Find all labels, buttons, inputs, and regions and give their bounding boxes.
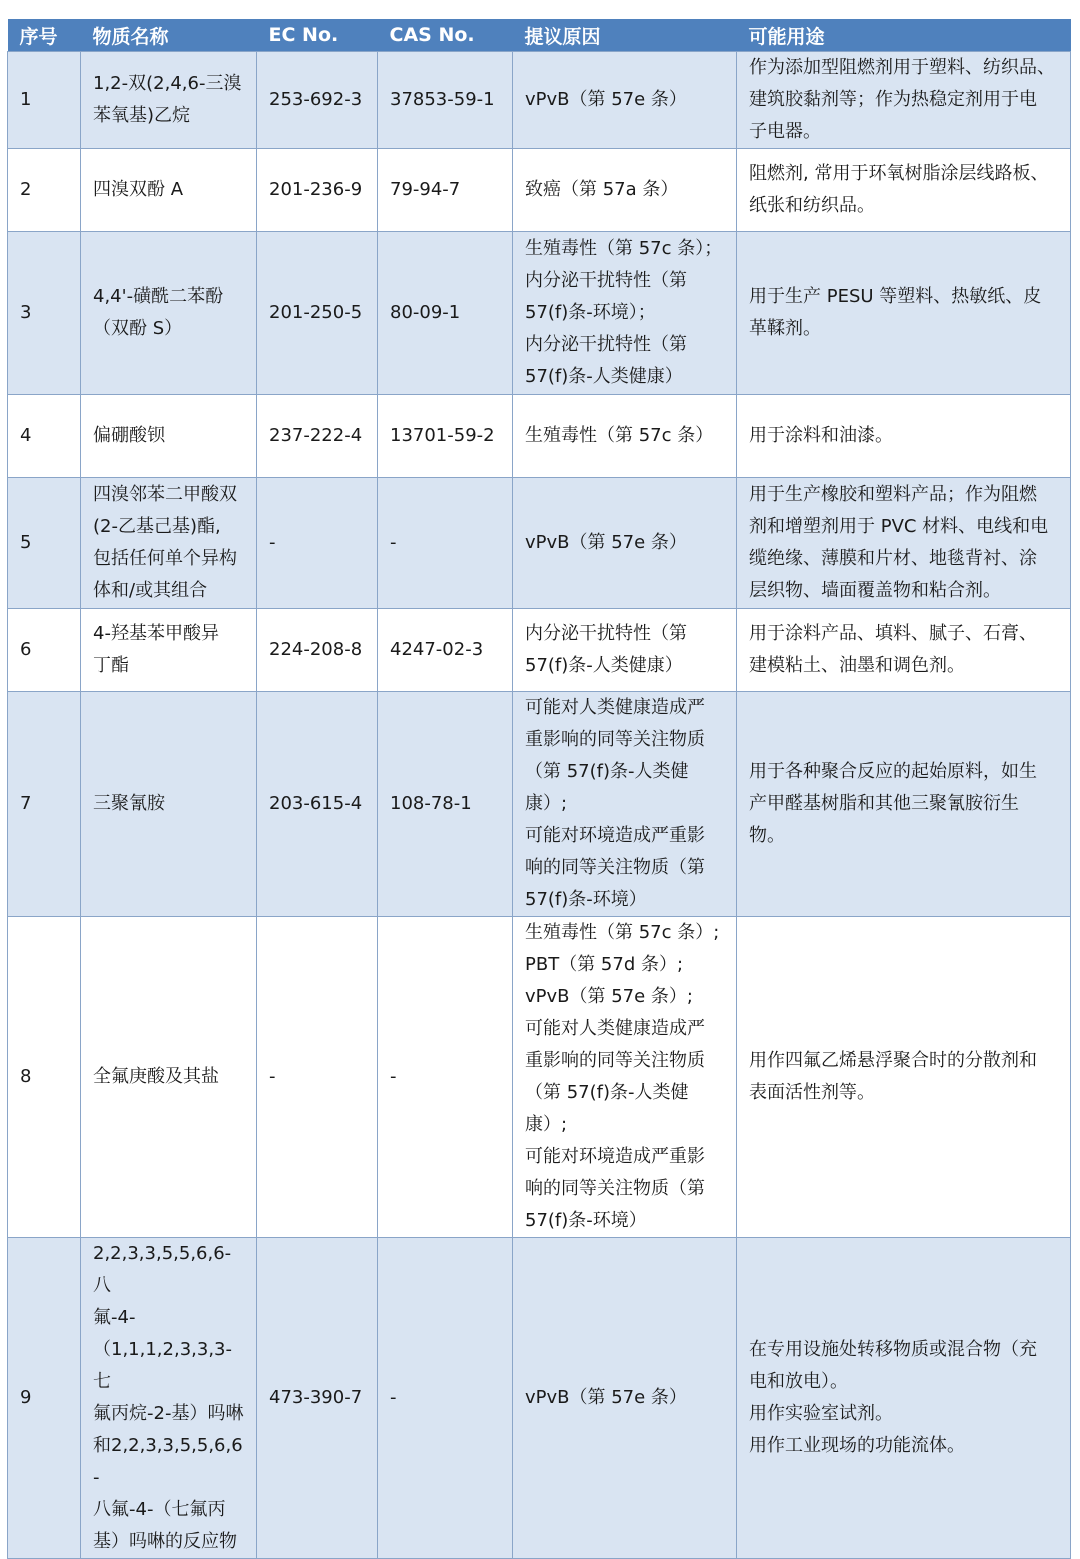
cell-name: 全氟庚酸及其盐	[81, 917, 257, 1238]
cell-name: 1,2-双(2,4,6-三溴 苯氧基)乙烷	[81, 52, 257, 149]
cell-cas: 37853-59-1	[378, 52, 513, 149]
cell-no: 6	[8, 609, 81, 692]
table-row	[8, 692, 1071, 917]
header-ec: EC No.	[257, 19, 378, 52]
cell-cas: 4247-02-3	[378, 609, 513, 692]
substance-table	[7, 19, 1071, 1559]
table-row	[8, 917, 1071, 1238]
cell-reason: 内分泌干扰特性（第 57(f)条-人类健康）	[513, 609, 737, 692]
cell-ec: 224-208-8	[257, 609, 378, 692]
cell-reason: 生殖毒性（第 57c 条）; PBT（第 57d 条）; vPvB（第 57e 条）; 可能对人类健康造成严 重影响的同等关注物质 （第 57(f)条-人类健康）; 可能对环境造成严重影 响的同等关注物质（第 57(f)条-环境）	[513, 917, 737, 1238]
cell-cas: 13701-59-2	[378, 395, 513, 478]
cell-reason: vPvB（第 57e 条）	[513, 478, 737, 609]
cell-ec: 253-692-3	[257, 52, 378, 149]
cell-ec: -	[257, 478, 378, 609]
cell-use: 用于涂料产品、填料、腻子、石膏、 建模粘土、油墨和调色剂。	[737, 609, 1071, 692]
table-header-row	[8, 19, 1071, 52]
header-cas: CAS No.	[378, 19, 513, 52]
cell-use: 用作四氟乙烯悬浮聚合时的分散剂和 表面活性剂等。	[737, 917, 1071, 1238]
cell-cas: 80-09-1	[378, 232, 513, 395]
cell-use: 用于生产橡胶和塑料产品；作为阻燃 剂和增塑剂用于 PVC 材料、电线和电 缆绝缘、薄膜和片材、地毯背衬、涂 层织物、墙面覆盖物和粘合剂。	[737, 478, 1071, 609]
cell-no: 5	[8, 478, 81, 609]
cell-use: 用于生产 PESU 等塑料、热敏纸、皮 革鞣剂。	[737, 232, 1071, 395]
cell-no: 9	[8, 1238, 81, 1559]
cell-ec: 473-390-7	[257, 1238, 378, 1559]
cell-ec: 203-615-4	[257, 692, 378, 917]
cell-name: 三聚氰胺	[81, 692, 257, 917]
header-reason: 提议原因	[513, 19, 737, 52]
cell-no: 2	[8, 149, 81, 232]
cell-use: 阻燃剂, 常用于环氧树脂涂层线路板、 纸张和纺织品。	[737, 149, 1071, 232]
cell-name: 4-羟基苯甲酸异 丁酯	[81, 609, 257, 692]
substance-table-container	[7, 19, 1070, 1559]
cell-name: 4,4'-磺酰二苯酚 （双酚 S）	[81, 232, 257, 395]
cell-cas: -	[378, 1238, 513, 1559]
cell-reason: 生殖毒性（第 57c 条）	[513, 395, 737, 478]
cell-ec: 237-222-4	[257, 395, 378, 478]
cell-no: 4	[8, 395, 81, 478]
cell-no: 8	[8, 917, 81, 1238]
cell-name: 偏硼酸钡	[81, 395, 257, 478]
cell-no: 7	[8, 692, 81, 917]
cell-use: 用于各种聚合反应的起始原料，如生 产甲醛基树脂和其他三聚氰胺衍生 物。	[737, 692, 1071, 917]
cell-ec: 201-250-5	[257, 232, 378, 395]
cell-reason: 致癌（第 57a 条）	[513, 149, 737, 232]
header-name: 物质名称	[81, 19, 257, 52]
table-row	[8, 149, 1071, 232]
table-row	[8, 478, 1071, 609]
header-no: 序号	[8, 19, 81, 52]
cell-cas: -	[378, 478, 513, 609]
cell-reason: 可能对人类健康造成严 重影响的同等关注物质 （第 57(f)条-人类健康）; 可能对环境造成严重影 响的同等关注物质（第 57(f)条-环境）	[513, 692, 737, 917]
cell-reason: 生殖毒性（第 57c 条）； 内分泌干扰特性（第 57(f)条-环境）； 内分泌干扰特性（第 57(f)条-人类健康）	[513, 232, 737, 395]
table-row	[8, 232, 1071, 395]
table-row	[8, 395, 1071, 478]
cell-use: 用于涂料和油漆。	[737, 395, 1071, 478]
table-row	[8, 609, 1071, 692]
cell-name: 2,2,3,3,5,5,6,6-八 氟-4- （1,1,1,2,3,3,3-七 氟丙烷-2-基）吗啉 和2,2,3,3,5,5,6,6- 八氟-4-（七氟丙 基）吗啉的反应物	[81, 1238, 257, 1559]
header-use: 可能用途	[737, 19, 1071, 52]
cell-reason: vPvB（第 57e 条）	[513, 1238, 737, 1559]
table-row	[8, 1238, 1071, 1559]
cell-ec: 201-236-9	[257, 149, 378, 232]
cell-ec: -	[257, 917, 378, 1238]
cell-cas: 79-94-7	[378, 149, 513, 232]
cell-name: 四溴邻苯二甲酸双 (2-乙基己基)酯, 包括任何单个异构 体和/或其组合	[81, 478, 257, 609]
cell-use: 作为添加型阻燃剂用于塑料、纺织品、 建筑胶黏剂等；作为热稳定剂用于电 子电器。	[737, 52, 1071, 149]
table-row	[8, 52, 1071, 149]
cell-reason: vPvB（第 57e 条）	[513, 52, 737, 149]
cell-cas: -	[378, 917, 513, 1238]
cell-no: 3	[8, 232, 81, 395]
cell-name: 四溴双酚 A	[81, 149, 257, 232]
cell-use: 在专用设施处转移物质或混合物（充 电和放电）。 用作实验室试剂。 用作工业现场的功能流体。	[737, 1238, 1071, 1559]
cell-cas: 108-78-1	[378, 692, 513, 917]
cell-no: 1	[8, 52, 81, 149]
